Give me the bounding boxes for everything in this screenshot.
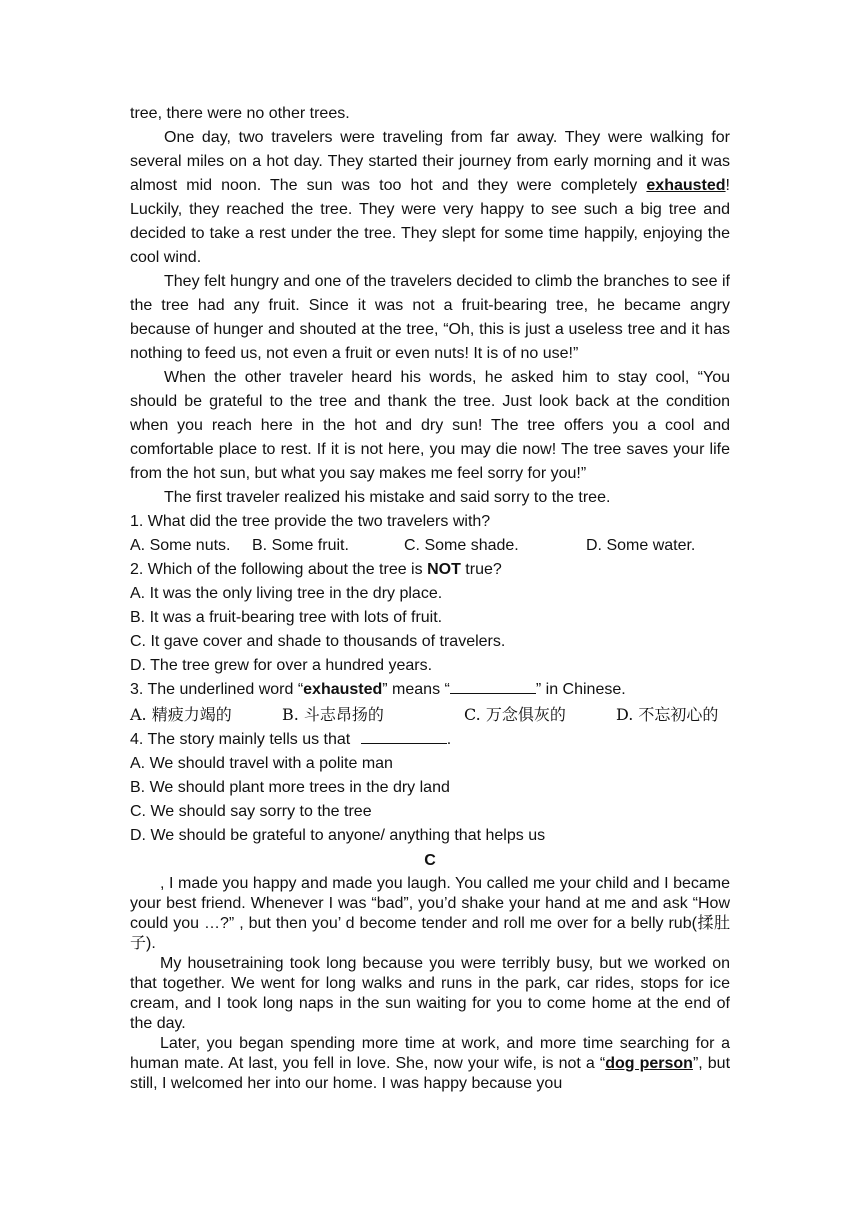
q3-answer-blank xyxy=(450,679,536,694)
q4-option-d: D. We should be grateful to anyone/ anything that helps us xyxy=(130,827,546,844)
passage-b xyxy=(130,102,730,848)
q4-option-c: C. We should say sorry to the tree xyxy=(130,803,372,820)
q4-option-b: B. We should plant more trees in the dry land xyxy=(130,779,450,796)
question-4 xyxy=(130,728,730,752)
q2-option-c: C. It gave cover and shade to thousands of travelers. xyxy=(130,633,506,650)
q2-option-d: D. The tree grew for over a hundred years. xyxy=(130,657,433,674)
q4-text-b: . xyxy=(446,731,452,748)
q2-text-a: 2. Which of the following about the tree is xyxy=(130,561,428,578)
passage-b-p1-text-a: One day, two travelers were traveling from far away. They were walking for several miles on a hot day. They started their journey from early morning and it was almost mid noon. The sun was too hot and they were completely xyxy=(130,129,730,194)
underlined-word-exhausted: exhausted xyxy=(646,177,726,194)
q4-option-a: A. We should travel with a polite man xyxy=(130,755,393,772)
passage-c-p1: , I made you happy and made you laugh. You called me your child and I became your best friend. Whenever I was “bad”, you’d shake your hand at me and ask “How could you …?” , but then you’ d become tender and roll me over for a belly rub(揉肚子). xyxy=(130,875,730,952)
q1-option-d: D. Some water. xyxy=(586,537,696,554)
question-1-options xyxy=(130,534,730,558)
passage-b-p1-text-b: ! Luckily, they reached the tree. They were very happy to see such a big tree and decided to take a rest under the tree. They slept for some time happily, enjoying the cool wind. xyxy=(130,177,730,266)
underlined-phrase-dog-person: dog person xyxy=(605,1055,693,1072)
q3-option-d: D. 不忘初心的 xyxy=(616,705,719,724)
question-2 xyxy=(130,558,730,582)
passage-c-p3-text-b: ”, but still, I welcomed her into our home. I was happy because you xyxy=(130,1055,731,1092)
q2-emphasis: NOT xyxy=(427,561,461,578)
q3-emphasis: exhausted xyxy=(303,681,383,698)
q2-option-a: A. It was the only living tree in the dry place. xyxy=(130,585,443,602)
q3-text-a: 3. The underlined word “ xyxy=(130,681,304,698)
question-3-options xyxy=(130,702,730,728)
document-page xyxy=(130,102,730,1094)
q3-option-c: C. 万念俱灰的 xyxy=(464,705,566,724)
section-c-heading: C xyxy=(424,852,436,869)
passage-b-p0: tree, there were no other trees. xyxy=(130,105,350,122)
passage-b-p1 xyxy=(130,126,730,270)
q3-text-c: ” in Chinese. xyxy=(535,681,626,698)
passage-b-p3: When the other traveler heard his words, he asked him to stay cool, “You should be grateful to the tree and thank the tree. Just look back at the condition when you reach here in the hot and dry sun! The tree offers you a cool and comfortable place to rest. If it is not here, you may die now! The tree saves your life from the hot sun, but what you say makes me feel sorry for you!” xyxy=(130,369,730,482)
q2-option-b: B. It was a fruit-bearing tree with lots of fruit. xyxy=(130,609,443,626)
q1-option-c: C. Some shade. xyxy=(404,537,519,554)
q3-option-a: A. 精疲力竭的 xyxy=(130,705,232,724)
passage-c xyxy=(130,874,730,1094)
passage-b-p2: They felt hungry and one of the travelers decided to climb the branches to see if the tree had any fruit. Since it was not a fruit-bearing tree, he became angry because of hunger and shouted at the tree, “Oh, this is just a useless tree and it has nothing to feed us, not even a fruit or even nuts! It is of no use!” xyxy=(130,273,730,362)
q3-option-b: B. 斗志昂扬的 xyxy=(282,705,384,724)
passage-b-p4: The first traveler realized his mistake and said sorry to the tree. xyxy=(164,489,611,506)
passage-c-p2: My housetraining took long because you were terribly busy, but we worked on that together. We went for long walks and runs in the park, car rides, stops for ice cream, and I took long naps in the sun waiting for you to come home at the end of the day. xyxy=(130,955,730,1032)
q2-text-b: true? xyxy=(460,561,502,578)
q1-option-a: A. Some nuts. xyxy=(130,537,231,554)
q1-option-b: B. Some fruit. xyxy=(252,537,349,554)
passage-c-p3 xyxy=(130,1034,730,1094)
question-1: 1. What did the tree provide the two travelers with? xyxy=(130,513,491,530)
passage-c-p3-text-a: Later, you began spending more time at work, and more time searching for a human mate. At last, you fell in love. She, now your wife, is not a “ xyxy=(130,1035,730,1072)
q3-text-b: ” means “ xyxy=(382,681,450,698)
q4-answer-blank xyxy=(361,729,447,744)
question-3 xyxy=(130,678,730,702)
q4-text-a: 4. The story mainly tells us that xyxy=(130,731,355,748)
